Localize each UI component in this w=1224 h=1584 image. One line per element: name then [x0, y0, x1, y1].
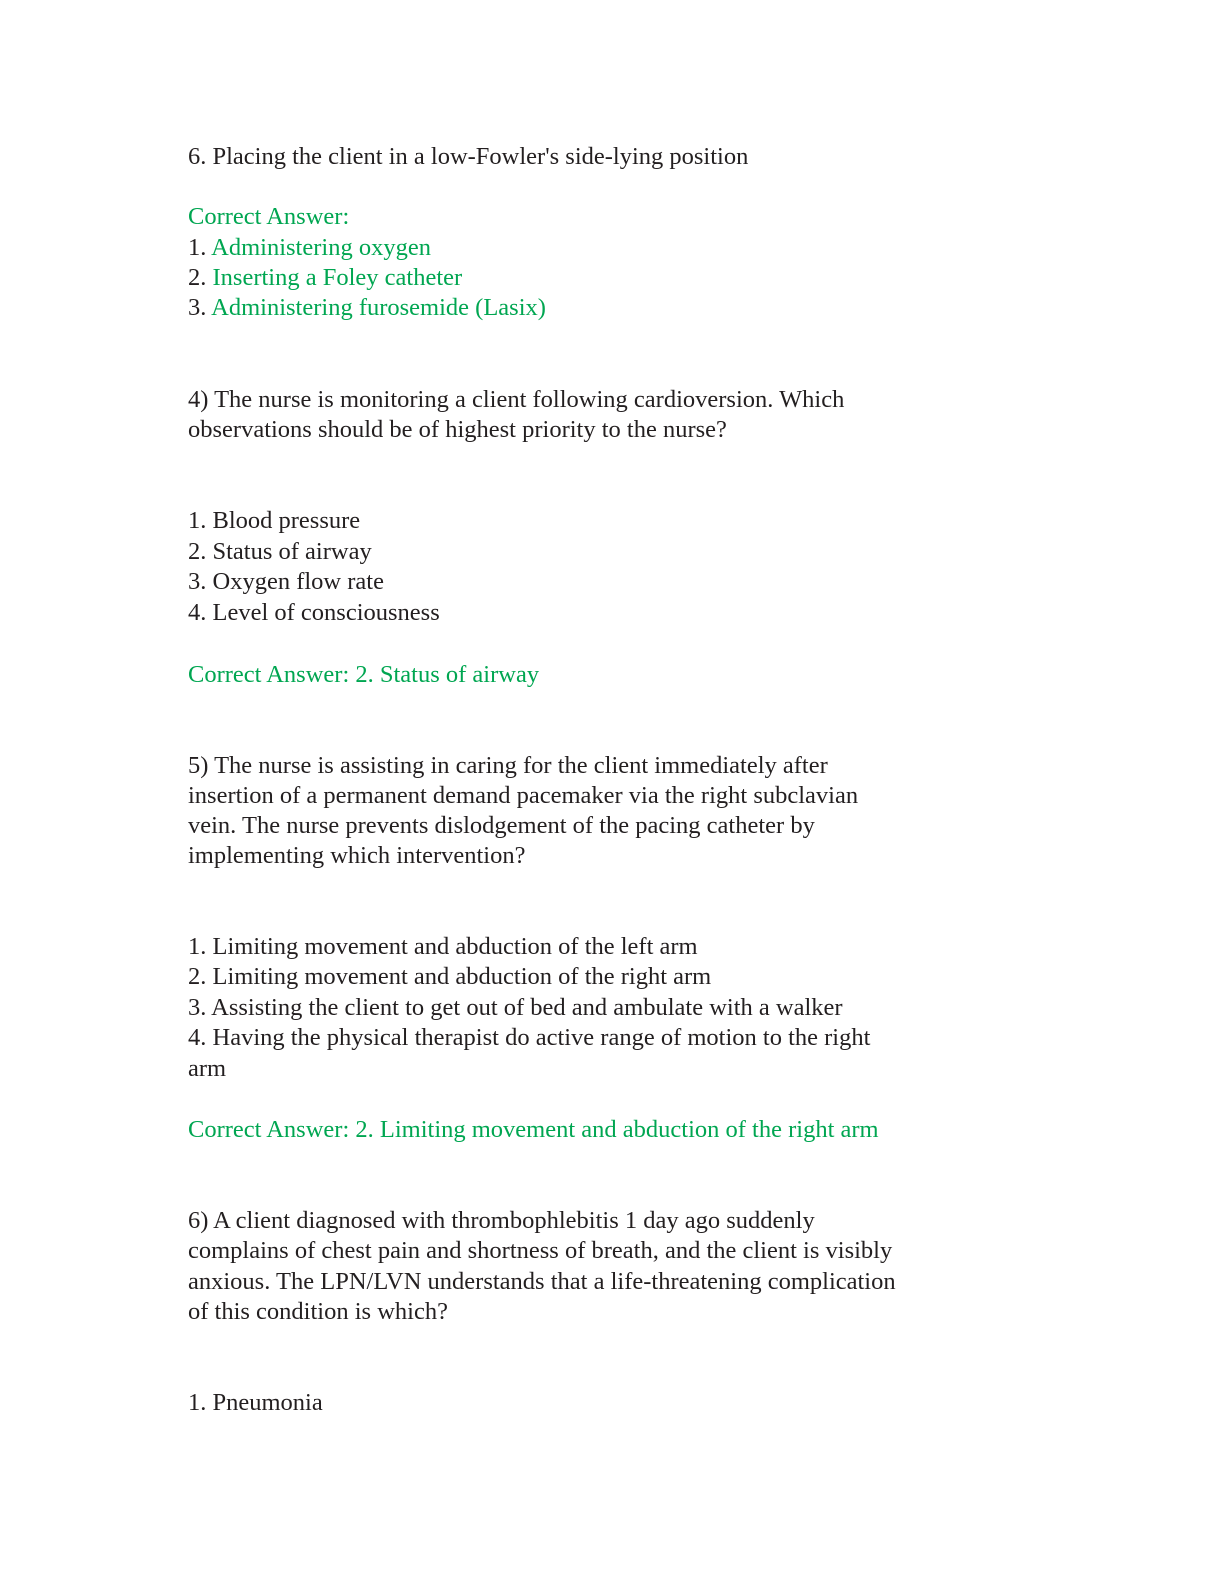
- question-line: 6) A client diagnosed with thrombophlebitis 1 day ago suddenly: [188, 1207, 815, 1234]
- correct-answer: Correct Answer: 2. Limiting movement and abduction of the right arm: [188, 1116, 879, 1143]
- item-text: Inserting a Foley catheter: [212, 264, 463, 291]
- option-text: 2. Limiting movement and abduction of the right arm: [188, 963, 712, 990]
- question-line: 4) The nurse is monitoring a client following cardioversion. Which: [188, 386, 845, 413]
- question-line: of this condition is which?: [188, 1298, 448, 1325]
- question-line: anxious. The LPN/LVN understands that a life-threatening complication: [188, 1268, 896, 1295]
- question-line: 5) The nurse is assisting in caring for the client immediately after: [188, 752, 828, 779]
- option-text: arm: [188, 1055, 227, 1082]
- question-line: complains of chest pain and shortness of breath, and the client is visibly: [188, 1237, 893, 1264]
- question-line: vein. The nurse prevents dislodgement of the pacing catheter by: [188, 812, 815, 839]
- correct-answer: Correct Answer: 2. Status of airway: [188, 661, 540, 688]
- correct-answer-item: [188, 233, 431, 263]
- item-number: 3.: [188, 294, 207, 321]
- question-line: observations should be of highest priority to the nurse?: [188, 416, 727, 443]
- item-text: Administering oxygen: [211, 234, 431, 261]
- item-text: Administering furosemide (Lasix): [211, 294, 546, 321]
- correct-answer-item: [188, 263, 462, 293]
- option-text: 1. Pneumonia: [188, 1389, 323, 1416]
- item-number: 1.: [188, 234, 207, 261]
- question-line: insertion of a permanent demand pacemaker via the right subclavian: [188, 782, 859, 809]
- option-text: 4. Having the physical therapist do active range of motion to the right: [188, 1024, 871, 1051]
- option-text: 6. Placing the client in a low-Fowler's side-lying position: [188, 143, 749, 170]
- option-text: 4. Level of consciousness: [188, 599, 440, 626]
- option-text: 2. Status of airway: [188, 538, 372, 565]
- option-text: 1. Blood pressure: [188, 507, 361, 534]
- item-number: 2.: [188, 264, 207, 291]
- correct-answer-label: Correct Answer:: [188, 203, 350, 230]
- correct-answer-item: [188, 293, 546, 323]
- option-text: 3. Oxygen flow rate: [188, 568, 384, 595]
- option-text: 3. Assisting the client to get out of bed and ambulate with a walker: [188, 994, 843, 1021]
- option-text: 1. Limiting movement and abduction of the left arm: [188, 933, 698, 960]
- question-line: implementing which intervention?: [188, 842, 526, 869]
